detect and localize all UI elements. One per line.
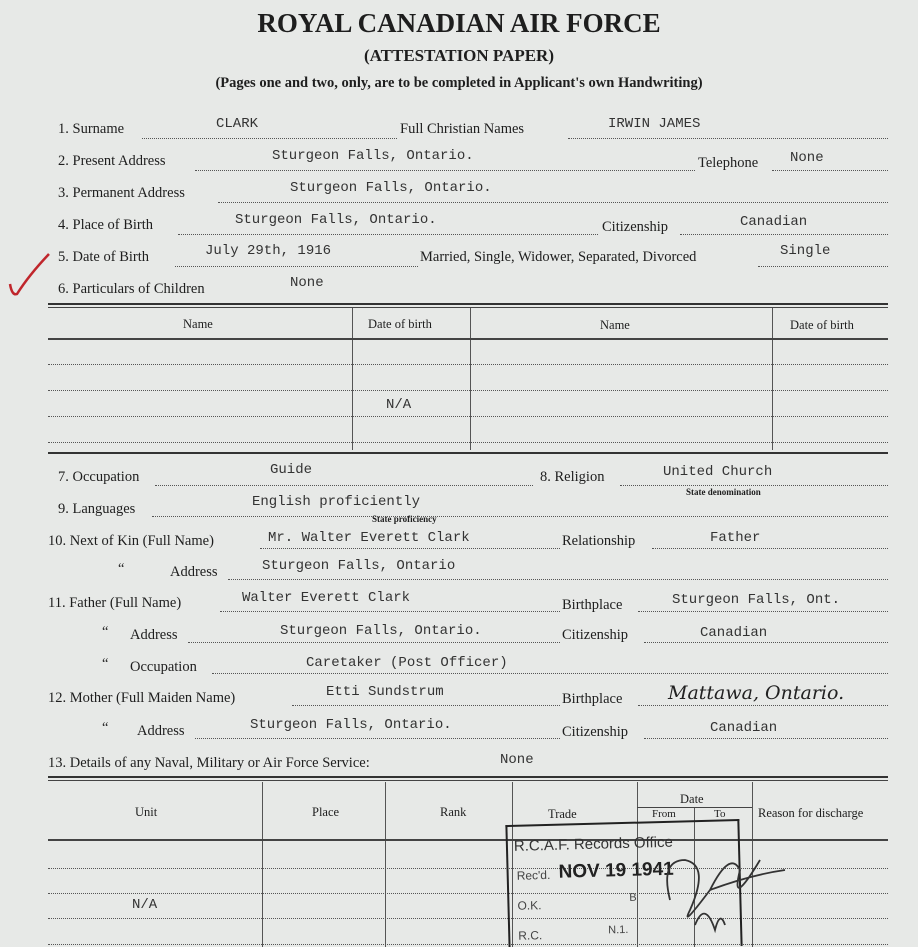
father-address-value: Sturgeon Falls, Ontario. [280,623,482,639]
checkmark-icon [4,250,54,300]
father-citizenship-value: Canadian [700,625,768,641]
children-col-dob: Date of birth [368,317,432,331]
mother-address-label: Address [137,723,185,739]
mother-birthplace-value: Mattawa, Ontario. [668,682,845,704]
relationship-label: Relationship [562,533,636,549]
service-col-from: From [652,808,676,820]
service-col-rank: Rank [440,805,467,819]
ditto-mark: “ [102,624,109,640]
relationship-value: Father [710,530,761,546]
permanent-address-label: 3. Permanent Address [58,185,185,201]
marital-status-value: Single [780,243,831,259]
mother-address-value: Sturgeon Falls, Ontario. [250,717,452,733]
stamp-date: NOV 19 1941 [558,858,675,883]
children-table-value: N/A [386,397,412,413]
stamp-b: B [629,891,637,904]
next-of-kin-label: 10. Next of Kin (Full Name) [48,533,214,549]
christian-names-label: Full Christian Names [400,121,525,137]
father-occupation-value: Caretaker (Post Officer) [306,655,508,671]
languages-hint: State proficiency [372,514,437,524]
languages-value: English proficiently [252,494,421,510]
father-citizenship-label: Citizenship [562,627,629,643]
date-of-birth-label: 5. Date of Birth [58,249,150,265]
service-col-reason: Reason for discharge [758,806,864,820]
occupation-value: Guide [270,462,313,478]
marital-status-label: Married, Single, Widower, Separated, Divorced [420,249,697,265]
stamp-title: R.C.A.F. Records Office [513,833,674,855]
service-col-to: To [714,808,726,820]
service-col-place: Place [312,805,340,819]
mother-value: Etti Sundstrum [326,684,444,700]
children-col-name: Name [183,317,213,331]
next-of-kin-value: Mr. Walter Everett Clark [268,530,470,546]
service-col-date: Date [680,792,704,806]
kin-address-value: Sturgeon Falls, Ontario [262,558,456,574]
mother-birthplace-label: Birthplace [562,691,623,707]
place-of-birth-value: Sturgeon Falls, Ontario. [235,212,437,228]
service-col-unit: Unit [135,805,158,819]
ditto-mark: “ [118,561,125,577]
signature-scribble [600,830,790,947]
form-subtitle: (ATTESTATION PAPER) [363,46,554,65]
children-col-dob-2: Date of birth [790,318,854,332]
citizenship-label: Citizenship [602,219,669,235]
place-of-birth-label: 4. Place of Birth [58,217,154,233]
stamp-n: N.1. [608,923,629,937]
stamp-recd: Rec'd. [516,867,551,883]
religion-label: 8. Religion [540,469,605,485]
father-label: 11. Father (Full Name) [48,595,182,611]
father-value: Walter Everett Clark [242,590,411,606]
citizenship-value: Canadian [740,214,808,230]
form-note: (Pages one and two, only, are to be completed in Applicant's own Handwriting) [215,75,703,91]
languages-label: 9. Languages [58,501,136,517]
father-birthplace-label: Birthplace [562,597,623,613]
date-of-birth-value: July 29th, 1916 [205,243,332,259]
ditto-mark: “ [102,656,109,672]
children-label: 6. Particulars of Children [58,281,205,297]
form-title: ROYAL CANADIAN AIR FORCE [257,8,661,38]
telephone-value: None [790,150,824,166]
father-address-label: Address [130,627,178,643]
mother-citizenship-label: Citizenship [562,724,629,740]
service-label: 13. Details of any Naval, Military or Air Force Service: [48,755,370,771]
permanent-address-value: Sturgeon Falls, Ontario. [290,180,492,196]
kin-address-label: Address [170,564,218,580]
mother-citizenship-value: Canadian [710,720,778,736]
religion-value: United Church [663,464,773,480]
stamp-rc: R.C. [518,928,543,943]
mother-label: 12. Mother (Full Maiden Name) [48,690,236,706]
occupation-label: 7. Occupation [58,469,140,485]
children-value: None [290,275,324,291]
christian-names-value: IRWIN JAMES [608,116,701,132]
father-occupation-label: Occupation [130,659,197,675]
telephone-label: Telephone [698,155,759,171]
present-address-value: Sturgeon Falls, Ontario. [272,148,474,164]
father-birthplace-value: Sturgeon Falls, Ont. [672,592,841,608]
religion-hint: State denomination [686,487,761,497]
service-value: None [500,752,534,768]
present-address-label: 2. Present Address [58,153,166,169]
children-col-name-2: Name [600,318,630,332]
surname-label: 1. Surname [58,121,125,137]
service-col-trade: Trade [548,807,577,821]
ditto-mark: “ [102,720,109,736]
service-table-value: N/A [132,897,158,913]
stamp-ok: O.K. [517,898,542,913]
surname-value: CLARK [216,116,259,132]
